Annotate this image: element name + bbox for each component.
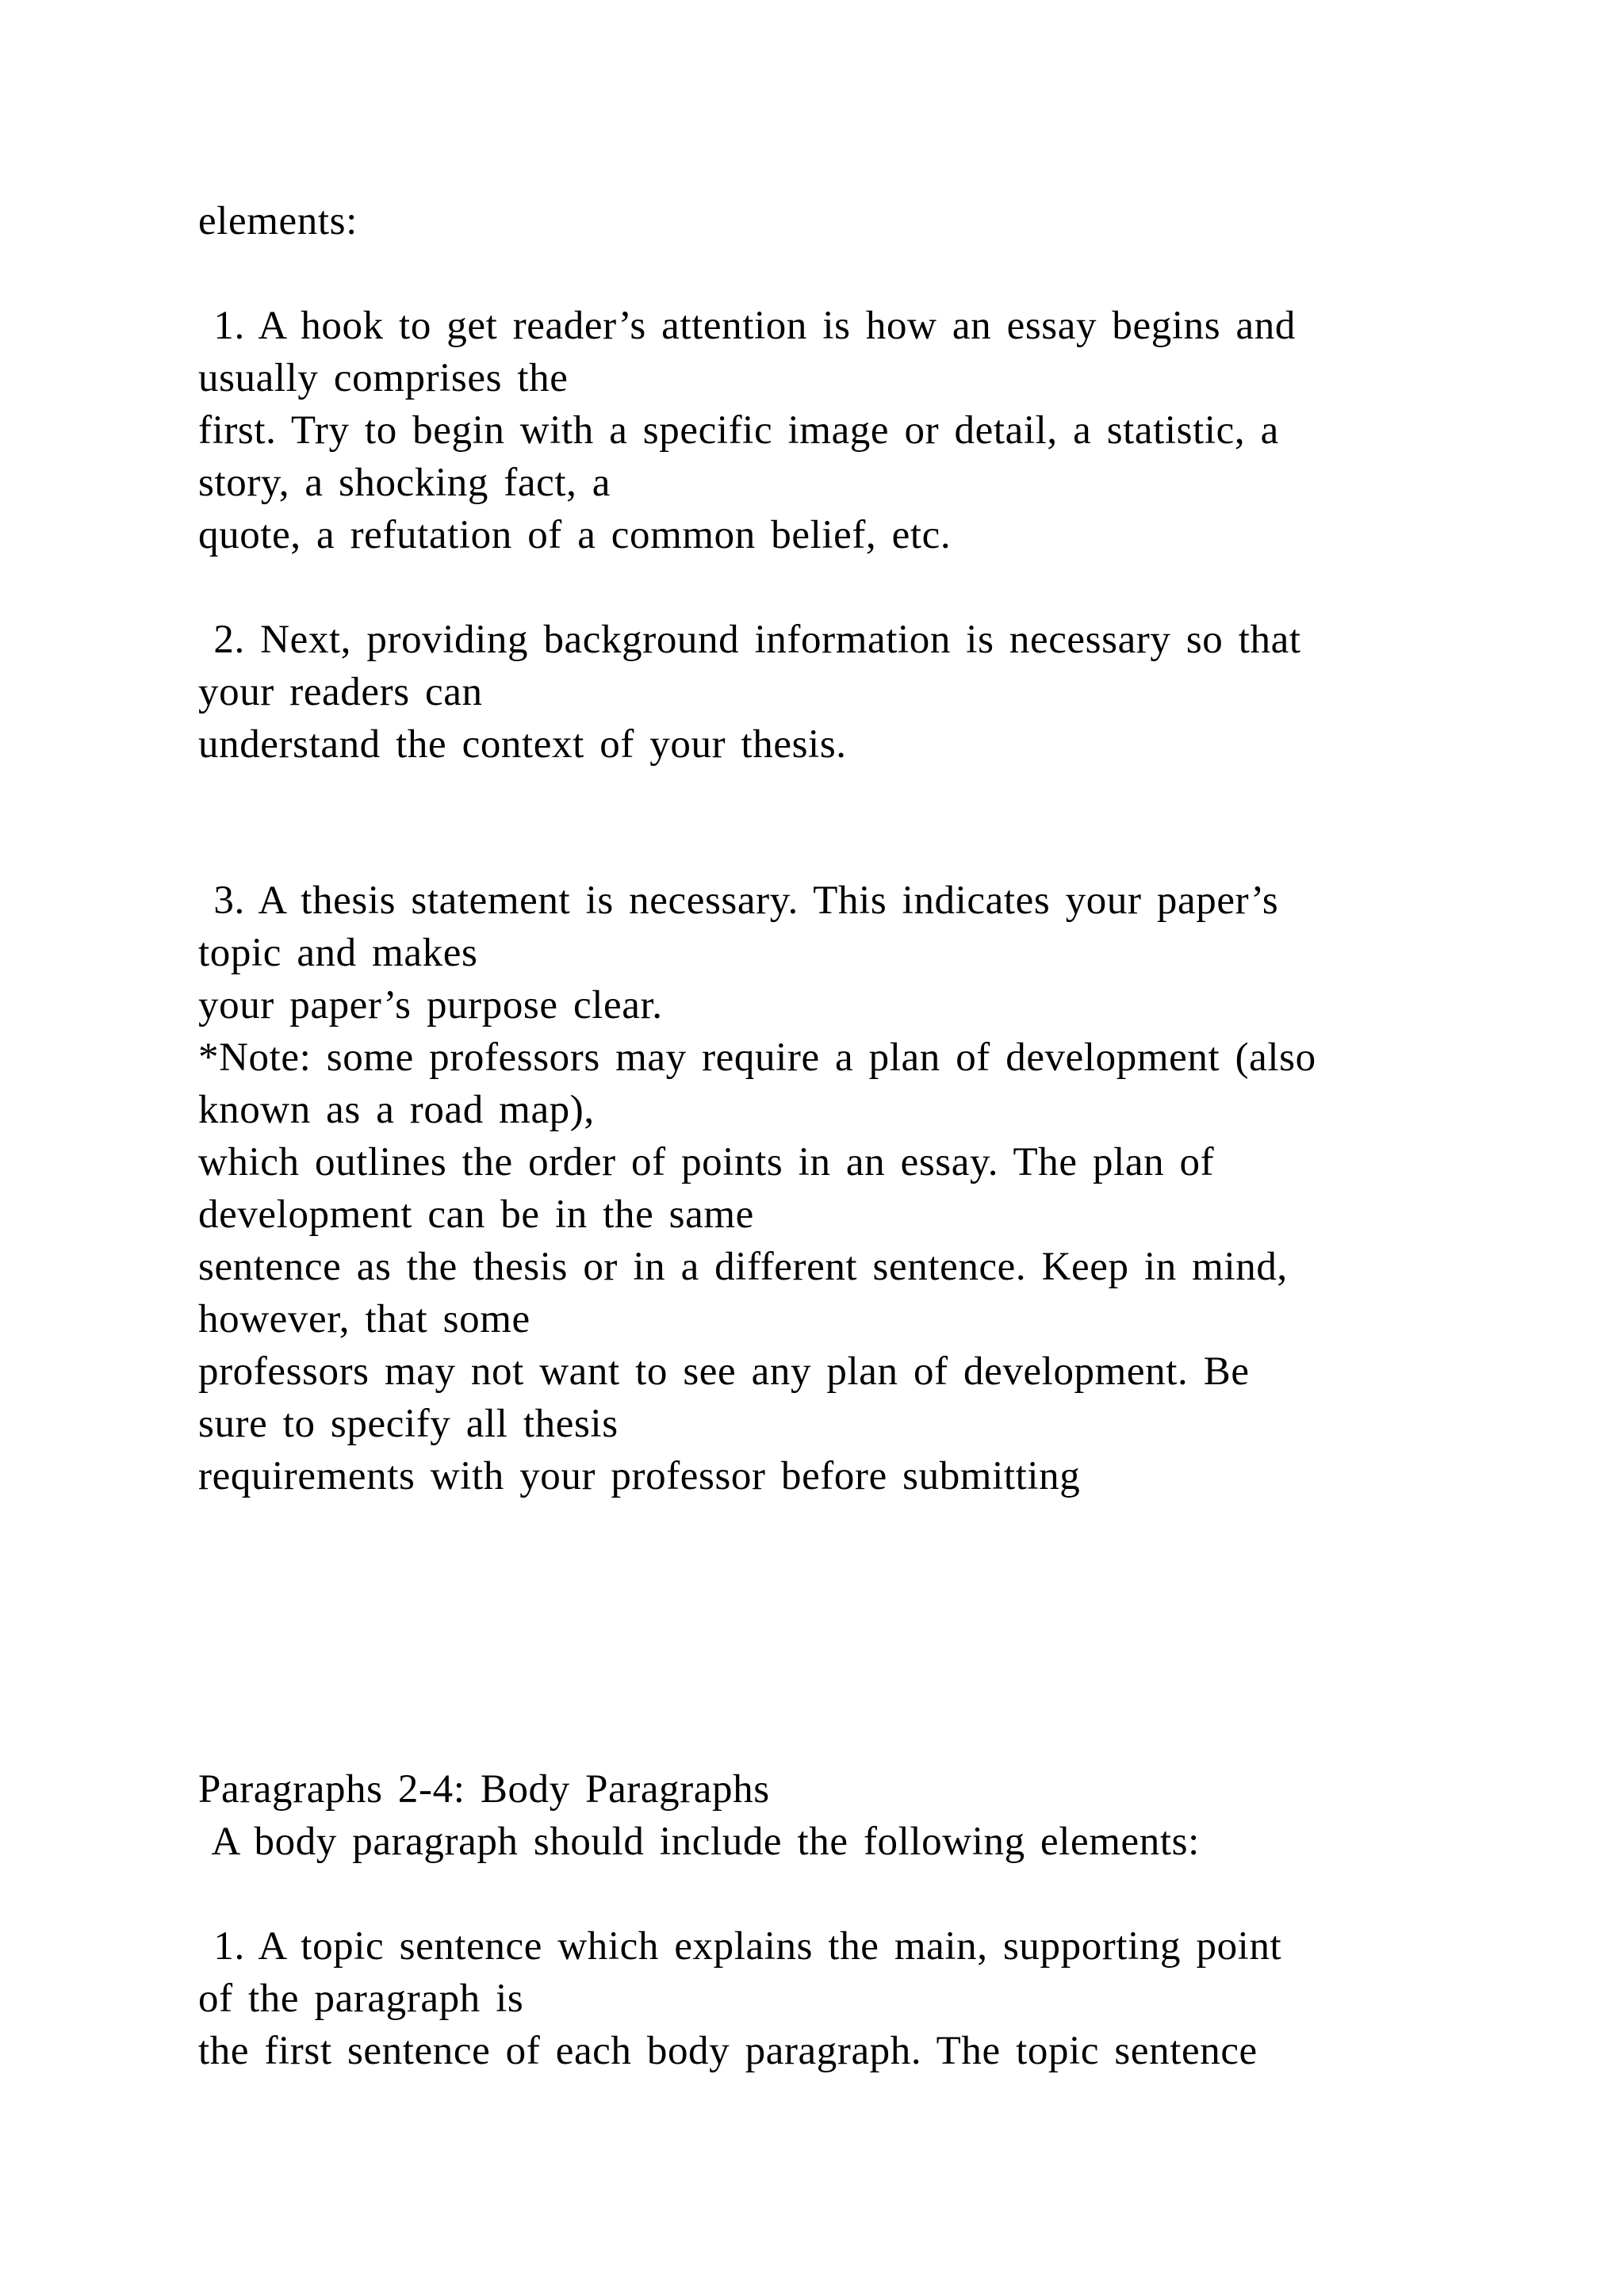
text-line: known as a road map), <box>198 1088 595 1132</box>
text-line: quote, a refutation of a common belief, etc. <box>198 513 952 557</box>
text-line: story, a shocking fact, a <box>198 461 611 505</box>
text-line: professors may not want to see any plan of development. Be <box>198 1349 1250 1394</box>
text-line: usually comprises the <box>198 356 569 400</box>
text-line: however, that some <box>198 1297 530 1341</box>
text-line: topic and makes <box>198 931 478 975</box>
text-line: the first sentence of each body paragraph. The topic sentence <box>198 2029 1258 2073</box>
text-line: of the paragraph is <box>198 1976 524 2021</box>
text-line: which outlines the order of points in an essay. The plan of <box>198 1140 1215 1184</box>
text-line: your paper’s purpose clear. <box>198 983 663 1027</box>
text-line: requirements with your professor before submitting <box>198 1454 1081 1498</box>
text-line: development can be in the same <box>198 1192 754 1237</box>
text-line: understand the context of your thesis. <box>198 722 847 767</box>
text-line: 3. A thesis statement is necessary. This indicates your paper’s <box>198 878 1279 923</box>
text-line: sentence as the thesis or in a different sentence. Keep in mind, <box>198 1245 1288 1289</box>
text-line: sure to specify all thesis <box>198 1402 619 1446</box>
text-line: 1. A topic sentence which explains the main, supporting point <box>198 1924 1282 1969</box>
text-line: *Note: some professors may require a plan of development (also <box>198 1035 1316 1080</box>
text-line: A body paragraph should include the following elements: <box>198 1820 1200 1864</box>
text-line: 2. Next, providing background information is necessary so that <box>198 618 1301 662</box>
section-heading: Paragraphs 2-4: Body Paragraphs <box>198 1767 770 1812</box>
text-line: elements: <box>198 199 358 243</box>
text-line: first. Try to begin with a specific image or detail, a statistic, a <box>198 408 1279 453</box>
text-line: 1. A hook to get reader’s attention is how an essay begins and <box>198 304 1296 348</box>
text-line: your readers can <box>198 670 483 714</box>
